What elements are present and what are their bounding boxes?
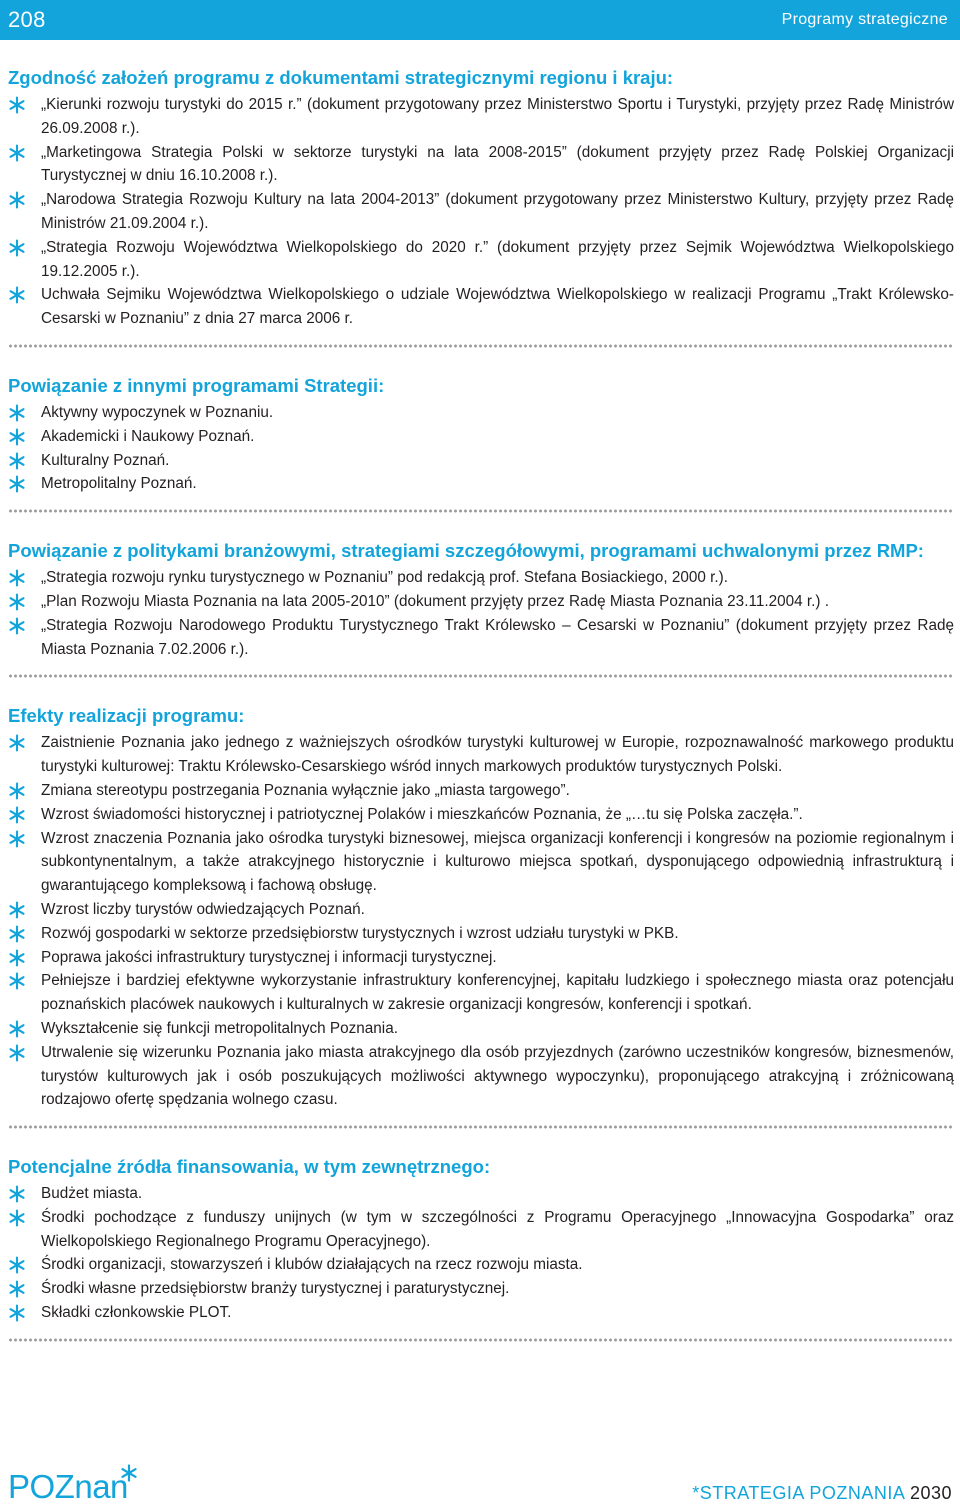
tagline-star: * (692, 1483, 700, 1503)
dotted-separator (8, 674, 954, 678)
list-item (8, 1182, 954, 1206)
asterisk-bullet-icon (8, 1256, 26, 1274)
list-item (8, 614, 954, 662)
list-item-text: Wzrost liczby turystów odwiedzających Poznań. (41, 900, 365, 918)
page-number: 208 (8, 7, 46, 32)
list-item (8, 779, 954, 803)
list-item-text: „Plan Rozwoju Miasta Poznania na lata 2005-2010” (dokument przyjęty przez Radę Miasta Poznania 23.11.2004 r.) . (41, 592, 829, 610)
list-item (8, 1041, 954, 1112)
section-1 (8, 374, 954, 496)
list-item (8, 1206, 954, 1254)
asterisk-bullet-icon (8, 239, 26, 257)
dotted-separator (8, 1338, 954, 1342)
asterisk-bullet-icon (8, 1304, 26, 1322)
asterisk-bullet-icon (8, 452, 26, 470)
asterisk-bullet-icon (8, 1044, 26, 1062)
strategy-tagline (692, 1483, 952, 1504)
section-4 (8, 1155, 954, 1325)
asterisk-bullet-icon (8, 901, 26, 919)
list-item-text: „Marketingowa Strategia Polski w sektorze turystyki na lata 2008-2015” (dokument przyjęty przez Radę Polskiej Organizacji Turystycznej w dniu 16.10.2008 r.). (41, 143, 954, 185)
dotted-separator (8, 1125, 954, 1129)
asterisk-bullet-icon (8, 144, 26, 162)
header-bar (0, 0, 960, 40)
asterisk-bullet-icon (8, 782, 26, 800)
list-item-text: „Narodowa Strategia Rozwoju Kultury na lata 2004-2013” (dokument przygotowany przez Ministerstwo Kultury, przyjęty przez Radę Ministrów 21.09.2004 r.). (41, 191, 954, 232)
list-item (8, 472, 954, 496)
section-heading: Powiązanie z politykami branżowymi, strategiami szczegółowymi, programami uchwalonymi przez RMP: (8, 540, 924, 562)
asterisk-bullet-icon (8, 1020, 26, 1038)
asterisk-bullet-icon (8, 734, 26, 752)
list-item (8, 946, 954, 970)
list-item-text: Poprawa jakości infrastruktury turystycznej i informacji turystycznej. (41, 948, 497, 966)
asterisk-logo-icon (120, 1464, 138, 1482)
asterisk-bullet-icon (8, 830, 26, 848)
list-item (8, 827, 954, 898)
list-item (8, 93, 954, 141)
asterisk-bullet-icon (8, 569, 26, 587)
list-item-text: Akademicki i Naukowy Poznań. (41, 427, 255, 445)
asterisk-bullet-icon (8, 96, 26, 114)
list-item-text: „Strategia rozwoju rynku turystycznego w Poznaniu” pod redakcją prof. Stefana Bosiackiego, 2000 r.). (41, 569, 729, 587)
asterisk-bullet-icon (8, 972, 26, 990)
poznan-logo (8, 1468, 128, 1504)
list-item (8, 803, 954, 827)
list-item-text: „Strategia Rozwoju Narodowego Produktu Turystycznego Trakt Królewsko – Cesarski w Poznaniu” (dokument przyjęty przez Radę Miasta Poznania 7.02.2006 r.). (41, 616, 954, 658)
list-item-text: Składki członkowskie PLOT. (41, 1304, 232, 1322)
section-heading: Potencjalne źródła finansowania, w tym zewnętrznego: (8, 1156, 491, 1178)
asterisk-bullet-icon (8, 475, 26, 493)
tagline-year: 2030 (909, 1483, 952, 1503)
list-item (8, 283, 954, 331)
list-item (8, 236, 954, 284)
asterisk-bullet-icon (8, 428, 26, 446)
asterisk-bullet-icon (8, 925, 26, 943)
list-item (8, 1017, 954, 1041)
list-item (8, 401, 954, 425)
section-2 (8, 539, 954, 661)
list-item-text: Wzrost świadomości historycznej i patriotycznej Polaków i mieszkańców Poznania, że „…tu się Polska zaczęła.”. (41, 805, 803, 823)
list-item-text: Uchwała Sejmiku Województwa Wielkopolskiego o udziale Województwa Wielkopolskiego w realizacji Programu „Trakt Królewsko-Cesarski w Poznaniu” z dnia 27 marca 2006 r. (41, 286, 954, 328)
section-heading: Zgodność założeń programu z dokumentami strategicznymi regionu i kraju: (8, 67, 674, 88)
list-item (8, 188, 954, 236)
list-item-text: Środki własne przedsiębiorstw branży turystycznej i paraturystycznej. (41, 1280, 510, 1298)
bullet-list (8, 731, 954, 1112)
asterisk-bullet-icon (8, 191, 26, 209)
list-item (8, 566, 954, 590)
document-body (8, 66, 954, 1368)
asterisk-bullet-icon (8, 1280, 26, 1298)
asterisk-bullet-icon (8, 593, 26, 611)
asterisk-bullet-icon (8, 1185, 26, 1203)
list-item-text: Pełniejsze i bardziej efektywne wykorzystanie infrastruktury konferencyjnej, kapitału ludzkiego i społecznego miasta oraz potencjału poznańskich placówek naukowych i kulturalnych w zakresie organizacji kongresów, konferencji i spotkań. (41, 972, 954, 1014)
asterisk-bullet-icon (8, 806, 26, 824)
list-item-text: Aktywny wypoczynek w Poznaniu. (41, 403, 274, 421)
bullet-list (8, 401, 954, 496)
list-item (8, 969, 954, 1017)
tagline-text: STRATEGIA POZNANIA (699, 1483, 905, 1503)
list-item-text: „Strategia Rozwoju Województwa Wielkopolskiego do 2020 r.” (dokument przyjęty przez Sejmik Województwa Wielkopolskiego 19.12.2005 r.). (41, 238, 954, 280)
section-heading: Efekty realizacji programu: (8, 705, 245, 727)
bullet-list (8, 93, 954, 331)
list-item (8, 898, 954, 922)
list-item-text: Wzrost znaczenia Poznania jako ośrodka turystyki biznesowej, miejsca organizacji konferencji i kongresów na poziomie regionalnym i subkontynentalnym, a także atrakcyjnego historycznie i kulturowo miejsca spotkań, dysponującego odpowiednią infrastrukturą i gwarantującego kompleksową i fachową obsługę. (41, 829, 954, 895)
list-item-text: Zaistnienie Poznania jako jednego z ważniejszych ośrodków turystyki kulturowej w Europie, rozpoznawalność markowego produktu turystyki kulturowej: Traktu Królewsko-Cesarskiego wśród innych markowych produktów turystycznych Polski. (41, 734, 954, 776)
list-item-text: Utrwalenie się wizerunku Poznania jako miasta atrakcyjnego dla osób przyjezdnych (zarówno uczestników kongresów, biznesmenów, turystów kulturowych jak i osób poszukujących możliwości aktywnego wypoczynku), proponującego atrakcyjną i zróżnicowaną rodzajowo ofertę spędzania wolnego czasu. (41, 1043, 954, 1109)
section-3 (8, 704, 954, 1112)
dotted-separator (8, 344, 954, 348)
list-item (8, 141, 954, 189)
list-item-text: Środki pochodzące z funduszy unijnych (w tym w szczególności z Programu Operacyjnego „Innowacyjna Gospodarka” oraz Wielkopolskiego Regionalnego Programu Operacyjnego). (41, 1208, 954, 1250)
list-item-text: Środki organizacji, stowarzyszeń i klubów działających na rzecz rozwoju miasta. (41, 1256, 583, 1274)
list-item-text: Rozwój gospodarki w sektorze przedsiębiorstw turystycznych i wzrost udziału turystyki w PKB. (41, 924, 679, 942)
list-item (8, 425, 954, 449)
bullet-list (8, 566, 954, 661)
list-item-text: Budżet miasta. (41, 1185, 143, 1203)
bullet-list (8, 1182, 954, 1325)
asterisk-bullet-icon (8, 286, 26, 304)
asterisk-bullet-icon (8, 404, 26, 422)
list-item (8, 1301, 954, 1325)
section-title: Programy strategiczne (781, 11, 948, 28)
dotted-separator (8, 509, 954, 513)
list-item-text: Wykształcenie się funkcji metropolitalnych Poznania. (41, 1019, 398, 1037)
list-item (8, 1277, 954, 1301)
asterisk-bullet-icon (8, 1209, 26, 1227)
logo-text: POZnan (8, 1468, 128, 1505)
list-item (8, 731, 954, 779)
section-0 (8, 66, 954, 331)
asterisk-bullet-icon (8, 949, 26, 967)
list-item (8, 449, 954, 473)
list-item-text: Zmiana stereotypu postrzegania Poznania wyłącznie jako „miasta targowego”. (41, 781, 570, 799)
list-item-text: Kulturalny Poznań. (41, 451, 170, 469)
asterisk-bullet-icon (8, 617, 26, 635)
list-item-text: „Kierunki rozwoju turystyki do 2015 r.” (dokument przygotowany przez Ministerstwo Sportu i Turystyki, przyjęty przez Radę Ministrów 26.09.2008 r.). (41, 96, 954, 137)
section-heading: Powiązanie z innymi programami Strategii: (8, 374, 385, 396)
list-item (8, 590, 954, 614)
list-item-text: Metropolitalny Poznań. (41, 475, 197, 493)
list-item (8, 922, 954, 946)
list-item (8, 1253, 954, 1277)
